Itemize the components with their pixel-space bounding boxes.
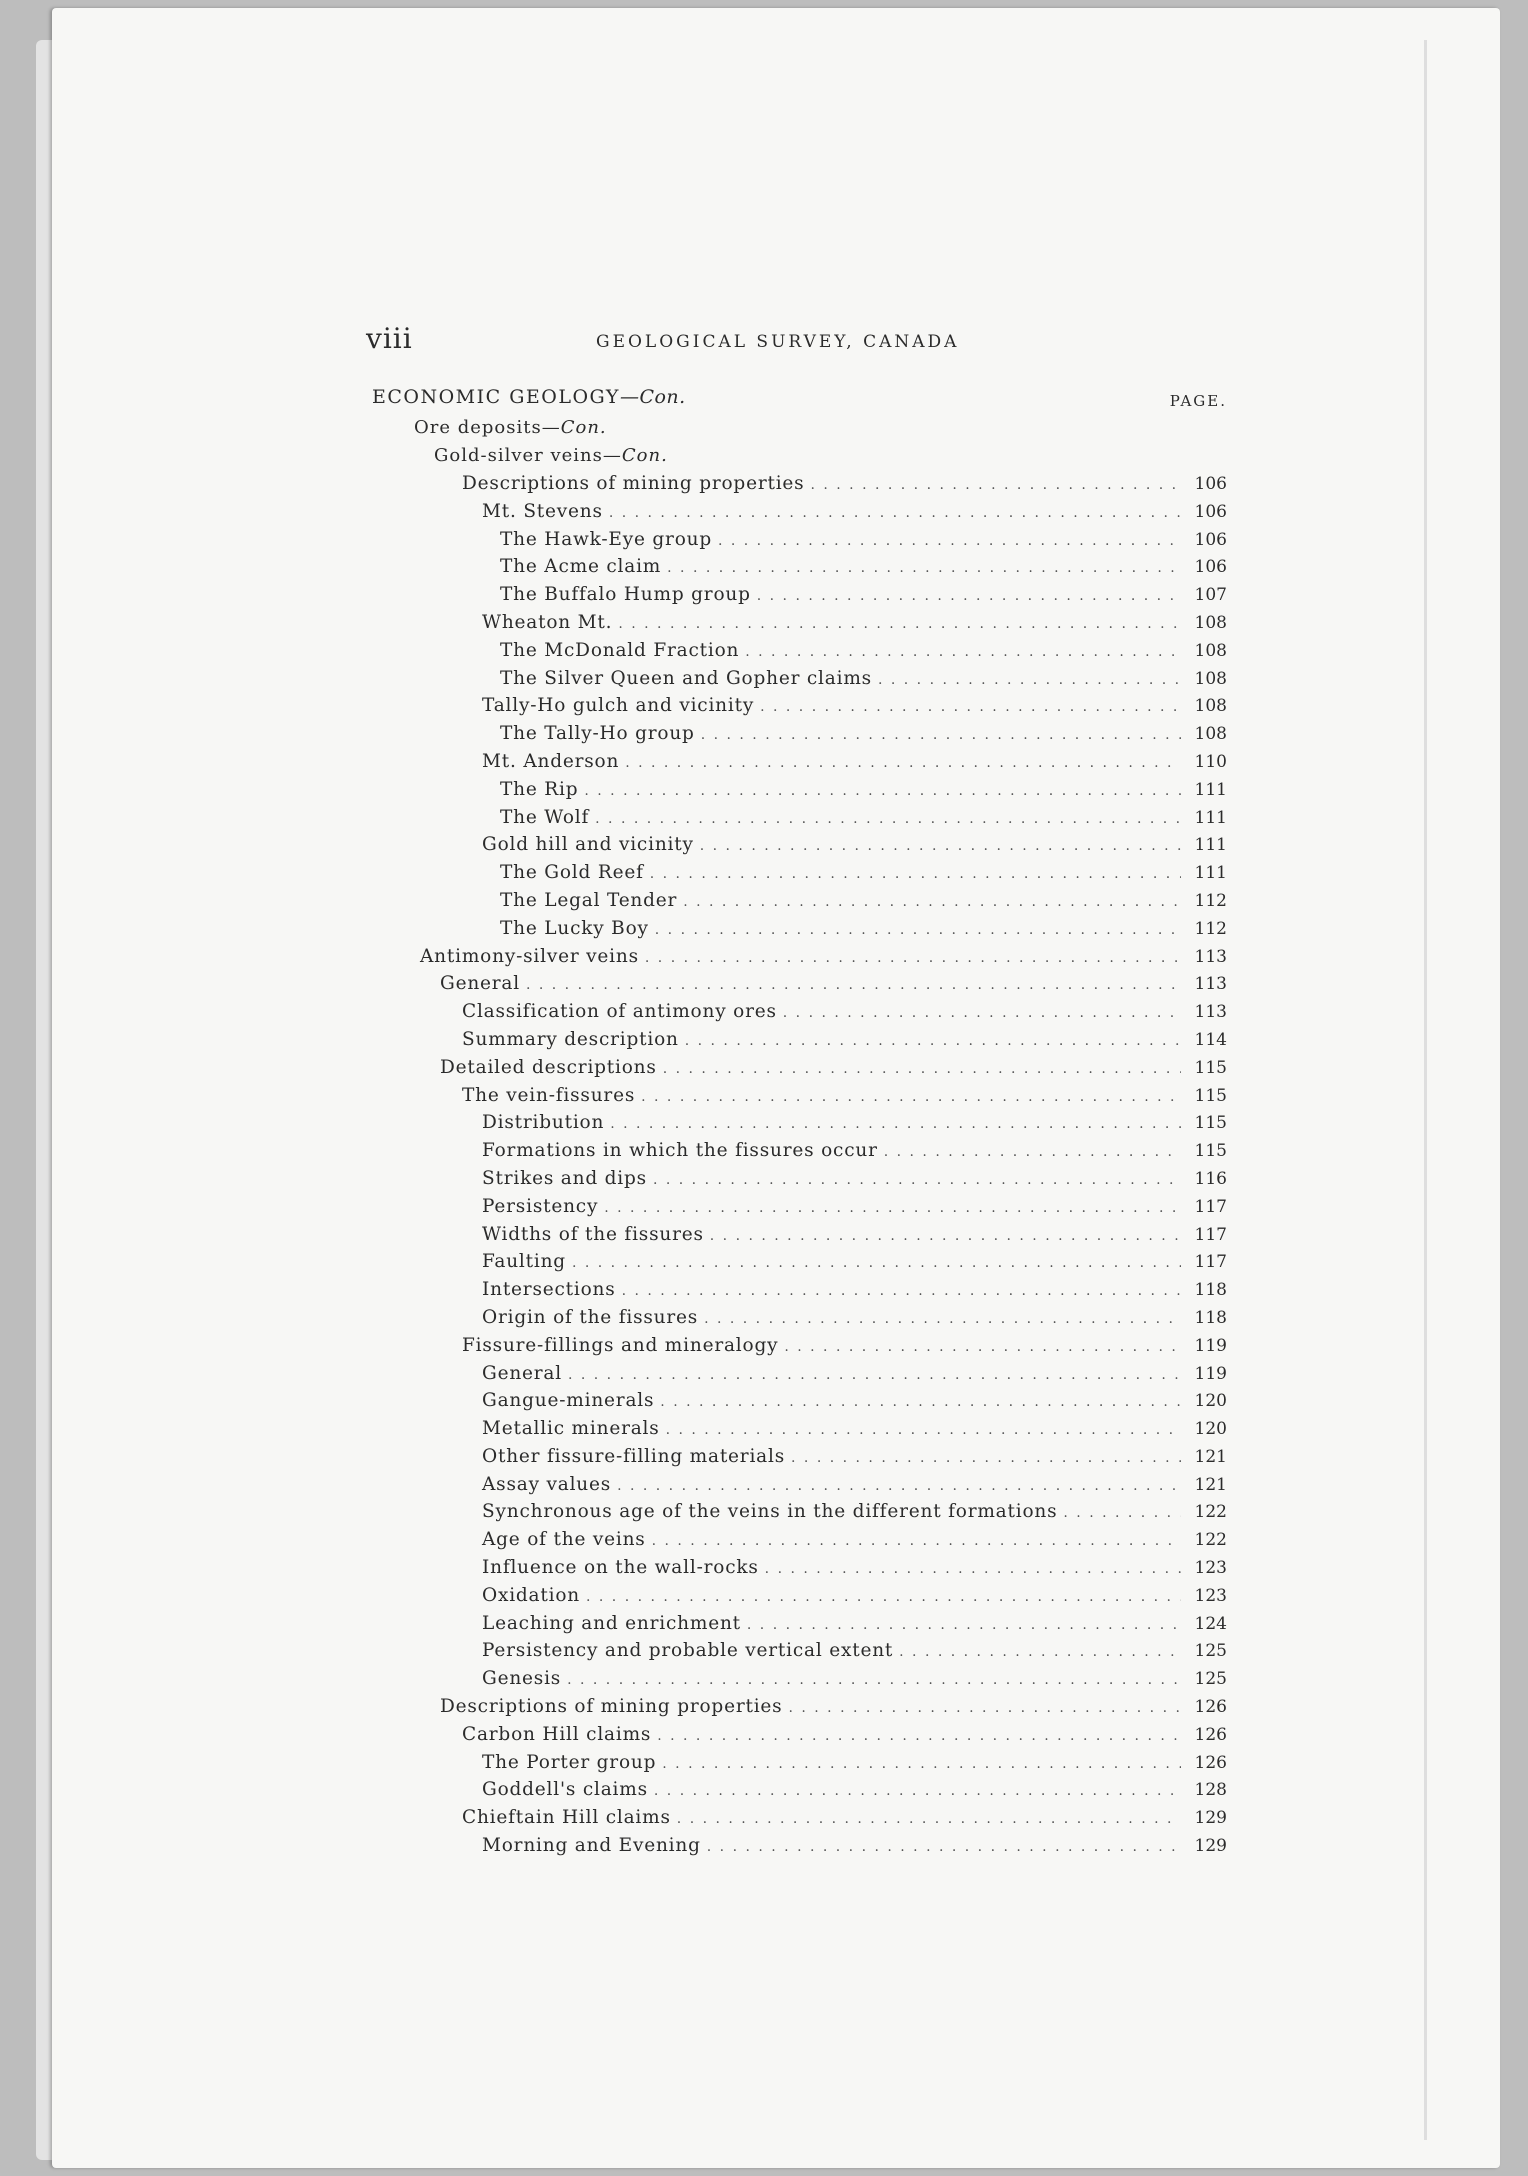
dot-leader [666, 1417, 1181, 1445]
toc-entry [372, 1109, 1227, 1137]
toc-entry [372, 1054, 1227, 1082]
continued-suffix: —Con. [602, 445, 668, 466]
toc-entry [372, 1165, 1227, 1193]
dot-leader [685, 1028, 1181, 1056]
toc-entry-page: 111 [1194, 863, 1227, 884]
toc-entry-title: Detailed descriptions [440, 1056, 657, 1078]
dot-leader [710, 1223, 1181, 1251]
toc-entry-page: 115 [1194, 1141, 1227, 1162]
dot-leader [662, 1751, 1181, 1779]
dot-leader [654, 1778, 1181, 1806]
toc-entry-title: The Porter group [482, 1751, 657, 1773]
toc-entry-page: 125 [1194, 1669, 1227, 1690]
dot-leader [783, 1000, 1181, 1028]
dot-leader [650, 861, 1181, 889]
toc-entry-title: Distribution [482, 1112, 605, 1134]
section-heading [372, 386, 686, 408]
toc-entry [372, 1443, 1227, 1471]
toc-entry-page: 110 [1194, 751, 1227, 772]
dot-leader [765, 1556, 1181, 1584]
toc-entry-title: Influence on the wall-rocks [482, 1557, 759, 1579]
toc-entry [372, 748, 1227, 776]
toc-entry [372, 1832, 1227, 1860]
dot-leader [655, 917, 1181, 945]
dot-leader [584, 778, 1181, 806]
running-head [366, 322, 1066, 362]
table-of-contents [372, 386, 1227, 1860]
toc-entry-title: The McDonald Fraction [500, 639, 740, 661]
dot-leader [1063, 1500, 1181, 1528]
toc-entry [372, 998, 1227, 1026]
toc-entry-page: 106 [1194, 474, 1227, 494]
toc-entry [372, 887, 1227, 915]
toc-entry-title: Leaching and enrichment [482, 1612, 741, 1634]
toc-entry-title: Wheaton Mt. [482, 611, 613, 633]
dot-leader [567, 1667, 1181, 1695]
toc-entry-title: Intersections [482, 1279, 616, 1301]
toc-entry-page: 120 [1194, 1391, 1227, 1412]
toc-entry-page: 108 [1194, 640, 1227, 661]
toc-entry [372, 581, 1227, 609]
toc-entry-page: 126 [1194, 1752, 1227, 1773]
toc-entry-page: 115 [1194, 1085, 1227, 1106]
dot-leader [701, 722, 1181, 750]
toc-entry-title: Synchronous age of the veins in the different formations [482, 1501, 1058, 1523]
toc-entry-title: The Acme claim [500, 556, 662, 578]
dot-leader [618, 611, 1181, 639]
dot-leader [610, 1111, 1181, 1139]
dot-leader [700, 833, 1181, 861]
toc-entry-title: Classification of antimony ores [462, 1001, 777, 1023]
section-cont: —Con. [619, 386, 686, 408]
toc-entry [372, 1804, 1227, 1832]
toc-entry-title: Antimony-silver veins [420, 945, 639, 967]
toc-entry [372, 1387, 1227, 1415]
page-number: viii [366, 322, 413, 355]
continued-heading-ore-deposits [372, 414, 1227, 442]
dot-leader [622, 1278, 1181, 1306]
toc-entry [372, 1304, 1227, 1332]
toc-entry [372, 943, 1227, 971]
page-edge [1424, 40, 1427, 2140]
toc-entry-page: 121 [1194, 1474, 1227, 1495]
dot-leader [652, 1528, 1181, 1556]
toc-entry-title: The Hawk-Eye group [500, 528, 712, 550]
toc-entry-title: General [440, 973, 520, 995]
toc-entry-page: 119 [1194, 1335, 1227, 1356]
toc-entry-page: 121 [1194, 1446, 1227, 1467]
dot-leader [617, 1473, 1181, 1501]
dot-leader [526, 972, 1181, 1000]
toc-entry [372, 1471, 1227, 1499]
continued-suffix: —Con. [541, 417, 607, 438]
dot-leader [568, 1362, 1181, 1390]
continued-title: Gold-silver veins [434, 445, 603, 466]
toc-entry [372, 692, 1227, 720]
dot-leader [704, 1306, 1181, 1334]
dot-leader [641, 1084, 1181, 1112]
toc-entry-title: The Legal Tender [500, 889, 678, 911]
dot-leader [884, 1139, 1181, 1167]
toc-entry-title: Strikes and dips [482, 1167, 647, 1189]
toc-entry [372, 859, 1227, 887]
toc-entry-page: 113 [1194, 946, 1227, 967]
toc-entry-page: 113 [1194, 1002, 1227, 1023]
dot-leader [609, 500, 1181, 528]
toc-entry-title: Tally-Ho gulch and vicinity [482, 695, 755, 717]
toc-entry [372, 915, 1227, 943]
toc-entry-page: 111 [1194, 807, 1227, 828]
toc-entry-title: Oxidation [482, 1584, 580, 1606]
toc-entry-page: 117 [1194, 1252, 1227, 1273]
toc-entry-page: 117 [1194, 1224, 1227, 1245]
toc-entry-page: 124 [1194, 1613, 1227, 1634]
toc-entry-title: Genesis [482, 1668, 562, 1690]
toc-entry [372, 1554, 1227, 1582]
toc-entry [372, 1498, 1227, 1526]
toc-entry-page: 123 [1194, 1558, 1227, 1579]
toc-entry-page: 106 [1194, 557, 1227, 578]
toc-entry-page: 125 [1194, 1641, 1227, 1662]
toc-entry-page: 115 [1194, 1113, 1227, 1134]
toc-entry [372, 553, 1227, 581]
toc-entry [372, 1776, 1227, 1804]
toc-entry-title: Other fissure-filling materials [482, 1445, 786, 1467]
toc-entry-title: Fissure-fillings and mineralogy [462, 1334, 779, 1356]
dot-leader [677, 1806, 1181, 1834]
toc-entry [372, 1693, 1227, 1721]
dot-leader [572, 1250, 1181, 1278]
toc-entry-title: The Rip [500, 778, 579, 800]
toc-entry-page: 111 [1194, 835, 1227, 856]
toc-entry-page: 108 [1194, 612, 1227, 633]
toc-entry-title: Gold hill and vicinity [482, 834, 694, 856]
dot-leader [657, 1723, 1181, 1751]
toc-entry-page: 126 [1194, 1697, 1227, 1718]
dot-leader [604, 1195, 1181, 1223]
dot-leader [586, 1584, 1181, 1612]
toc-entry-page: 117 [1194, 1196, 1227, 1217]
toc-entry-title: Carbon Hill claims [462, 1723, 652, 1745]
toc-entry-title: Descriptions of mining properties [462, 473, 805, 494]
toc-entry-title: The Silver Queen and Gopher claims [500, 667, 872, 689]
toc-entry [372, 609, 1227, 637]
dot-leader [760, 694, 1181, 722]
toc-entry-page: 112 [1194, 890, 1227, 911]
toc-entry [372, 1276, 1227, 1304]
toc-entry [372, 1582, 1227, 1610]
dot-leader [791, 1445, 1181, 1473]
toc-entry-page: 123 [1194, 1585, 1227, 1606]
toc-entry-page: 122 [1194, 1502, 1227, 1523]
toc-entry [372, 526, 1227, 554]
toc-entry [372, 498, 1227, 526]
toc-entry [372, 1248, 1227, 1276]
toc-entry-title: Chieftain Hill claims [462, 1807, 671, 1829]
toc-entry-title: Morning and Evening [482, 1835, 701, 1857]
toc-entry [372, 1137, 1227, 1165]
toc-entries [372, 470, 1227, 1860]
toc-entry-title: Gangue-minerals [482, 1390, 655, 1412]
toc-entry [372, 1221, 1227, 1249]
toc-entry [372, 1610, 1227, 1638]
toc-entry-title: Age of the veins [482, 1529, 646, 1551]
dot-leader [745, 639, 1181, 667]
toc-entry-title: Faulting [482, 1251, 566, 1273]
toc-entry-page: 126 [1194, 1724, 1227, 1745]
toc-entry-page: 129 [1194, 1808, 1227, 1829]
toc-entry [372, 970, 1227, 998]
toc-entry [372, 720, 1227, 748]
toc-entry-page: 108 [1194, 668, 1227, 689]
toc-entry-title: The Lucky Boy [500, 917, 649, 939]
toc-entry-page: 114 [1194, 1029, 1227, 1050]
toc-entry-page: 115 [1194, 1057, 1227, 1078]
dot-leader [683, 889, 1181, 917]
toc-entry [372, 1415, 1227, 1443]
toc-entry-title: The Gold Reef [500, 862, 644, 884]
toc-entry-title: Mt. Stevens [482, 500, 603, 522]
toc-entry-page: 107 [1194, 585, 1227, 606]
toc-entry-page: 113 [1194, 974, 1227, 995]
continued-title: Ore deposits [414, 417, 542, 438]
toc-entry [372, 1637, 1227, 1665]
dot-leader [788, 1695, 1181, 1723]
dot-leader [625, 750, 1181, 778]
toc-entry-title: The Wolf [500, 806, 590, 828]
toc-entry-page: 108 [1194, 696, 1227, 717]
toc-entry-page: 112 [1194, 918, 1227, 939]
toc-entry-title: Persistency and probable vertical extent [482, 1640, 894, 1662]
toc-entry-page: 118 [1194, 1307, 1227, 1328]
dot-leader [810, 472, 1181, 500]
toc-entry-page: 119 [1194, 1363, 1227, 1384]
dot-leader [653, 1167, 1181, 1195]
dot-leader [645, 945, 1181, 973]
toc-entry [372, 470, 1227, 498]
dot-leader [757, 583, 1181, 611]
toc-entry [372, 1721, 1227, 1749]
toc-entry-title: Summary description [462, 1028, 679, 1050]
dot-leader [899, 1639, 1181, 1667]
toc-entry-title: Metallic minerals [482, 1418, 660, 1440]
toc-entry-title: Assay values [482, 1473, 612, 1495]
toc-entry-title: The vein-fissures [462, 1084, 636, 1106]
toc-entry [372, 665, 1227, 693]
running-title: GEOLOGICAL SURVEY, CANADA [596, 332, 960, 352]
toc-entry [372, 804, 1227, 832]
toc-entry-page: 111 [1194, 779, 1227, 800]
toc-entry-title: Mt. Anderson [482, 750, 620, 772]
toc-entry-page: 106 [1194, 501, 1227, 522]
toc-entry-page: 106 [1194, 529, 1227, 550]
dot-leader [663, 1056, 1181, 1084]
toc-entry [372, 1749, 1227, 1777]
page-column-label: PAGE. [1169, 392, 1227, 410]
toc-entry-page: 122 [1194, 1530, 1227, 1551]
toc-entry-title: Widths of the fissures [482, 1223, 704, 1245]
toc-entry-page: 118 [1194, 1280, 1227, 1301]
toc-entry-title: The Tally-Ho group [500, 723, 695, 745]
toc-entry [372, 831, 1227, 859]
toc-entry [372, 1526, 1227, 1554]
toc-entry-title: The Buffalo Hump group [500, 584, 751, 606]
toc-entry-title: Formations in which the fissures occur [482, 1140, 878, 1162]
toc-entry [372, 1193, 1227, 1221]
toc-entry-title: Descriptions of mining properties [440, 1696, 783, 1718]
toc-entry-title: Persistency [482, 1195, 599, 1217]
toc-entry [372, 637, 1227, 665]
toc-entry [372, 1082, 1227, 1110]
toc-entry-title: Goddell's claims [482, 1779, 648, 1801]
toc-entry-page: 120 [1194, 1419, 1227, 1440]
toc-header [372, 386, 1227, 414]
toc-entry [372, 1332, 1227, 1360]
dot-leader [595, 806, 1181, 834]
toc-entry-page: 116 [1194, 1168, 1227, 1189]
continued-heading-gold-silver [372, 442, 1227, 470]
dot-leader [784, 1334, 1181, 1362]
section-title: ECONOMIC GEOLOGY [372, 386, 620, 408]
dot-leader [707, 1834, 1181, 1862]
toc-entry [372, 1026, 1227, 1054]
toc-entry-page: 128 [1194, 1780, 1227, 1801]
toc-entry-page: 108 [1194, 724, 1227, 745]
toc-entry [372, 776, 1227, 804]
toc-entry-title: General [482, 1362, 562, 1384]
toc-entry [372, 1360, 1227, 1388]
toc-entry-title: Origin of the fissures [482, 1306, 699, 1328]
dot-leader [747, 1612, 1181, 1640]
dot-leader [660, 1389, 1181, 1417]
toc-entry [372, 1665, 1227, 1693]
dot-leader [878, 667, 1181, 695]
toc-entry-page: 129 [1194, 1836, 1227, 1857]
dot-leader [667, 555, 1181, 583]
dot-leader [718, 528, 1181, 556]
